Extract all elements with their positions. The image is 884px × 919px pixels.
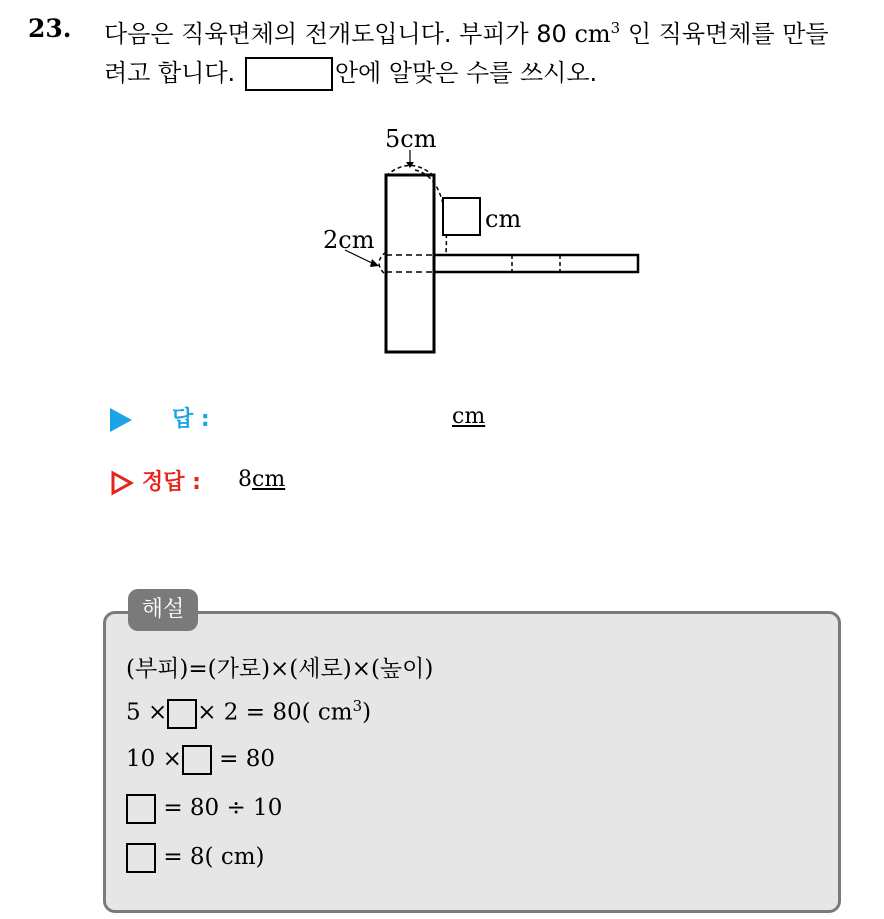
- question-text-line1: [104, 14, 829, 49]
- solution-line-3: 10 × = 80: [126, 745, 275, 775]
- cuboid-net-figure: [300, 120, 660, 370]
- solution-tab: 해설: [128, 589, 198, 631]
- question-text-part: 안에 알맞은 수를 쓰시오.: [334, 59, 598, 87]
- arrow-head: [370, 259, 379, 267]
- question-number: 23.: [28, 14, 72, 43]
- correct-answer-row: [110, 465, 201, 496]
- answer-label: 답 :: [172, 407, 210, 432]
- play-triangle-icon: [110, 408, 132, 432]
- question-text-part: 다음은 직육면체의 전개도입니다. 부피가 80: [104, 20, 567, 48]
- label-2cm: 2cm: [323, 226, 375, 254]
- answer-row: [110, 402, 210, 433]
- correct-answer-label: 정답 :: [142, 470, 201, 495]
- answer-blank-box: [245, 57, 333, 91]
- answer-unit: cm: [452, 404, 486, 429]
- solution-line-4: = 80 ÷ 10: [126, 794, 282, 824]
- blank-square: [126, 794, 156, 824]
- question-text-part: 인 직육면체를 만들: [620, 20, 829, 48]
- blank-square: [167, 699, 197, 729]
- blank-square: [126, 843, 156, 873]
- solution-line-2: 5 × × 2 = 80( $cm^3$): [126, 697, 371, 729]
- label-5cm: 5cm: [385, 125, 437, 153]
- label-box-unit: cm: [485, 205, 522, 233]
- net-vertical-strip: [386, 175, 434, 352]
- blank-square: [182, 745, 212, 775]
- figure-blank-box: [443, 198, 480, 235]
- volume-unit: $cm^3$: [574, 19, 621, 48]
- question-text-part: 려고 합니다.: [104, 59, 236, 87]
- question-text-line2: [104, 53, 597, 91]
- solution-line-5: = 8( cm): [126, 843, 264, 873]
- correct-value-number: 8: [238, 467, 252, 492]
- correct-value-unit: cm: [252, 467, 286, 492]
- outline-triangle-icon: [110, 470, 134, 496]
- correct-answer-value: [238, 467, 285, 492]
- dimension-arc-right: [415, 170, 446, 253]
- net-horizontal-strip: [434, 255, 638, 272]
- solution-line-1: (부피)=(가로)×(세로)×(높이): [126, 656, 434, 682]
